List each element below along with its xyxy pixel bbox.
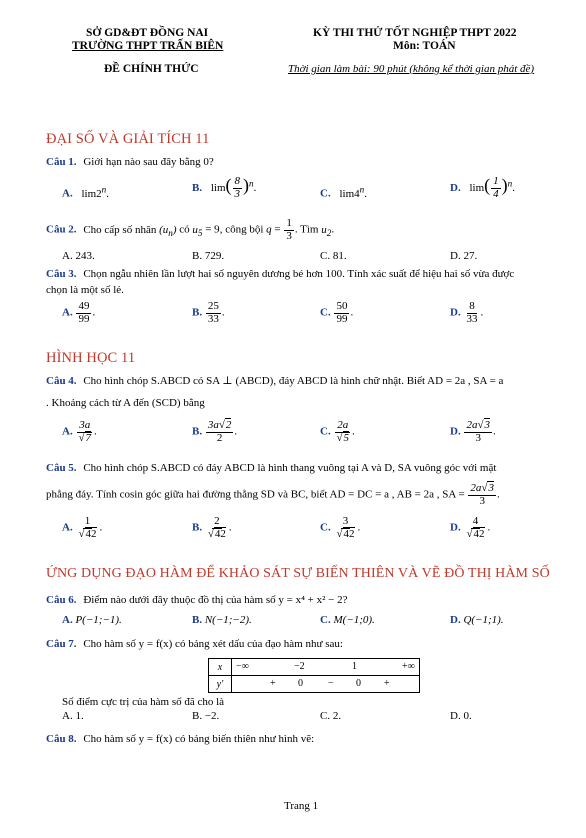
- question-5-cont: phẳng đáy. Tính cosin góc giữa hai đường thẳng SD và BC, biết AD = DC = a , AB = 2a , SA = $\frac{2a√3}{3}$ .: [46, 482, 500, 507]
- question-4: Câu 4. Cho hình chóp S.ABCD có SA ⊥ (ABCD), đáy ABCD là hình chữ nhật. Biết AD = 2a , SA = a: [46, 375, 504, 387]
- q6-option-b: B. N(−1;−2).: [192, 614, 252, 626]
- q4-option-c: C. $\frac{2a}{√5}$ .: [320, 419, 355, 444]
- q7-option-d: D. 0.: [450, 710, 472, 722]
- question-label: Câu 8.: [46, 733, 77, 745]
- option-label: C.: [320, 187, 331, 200]
- question-text: Giới hạn nào sau đây bằng 0?: [83, 156, 214, 168]
- question-label: Câu 7.: [46, 638, 77, 650]
- option-label: A.: [62, 187, 73, 200]
- section-title-2: HÌNH HỌC 11: [46, 350, 136, 366]
- school-name: TRƯỜNG THPT TRẤN BIÊN: [72, 40, 224, 52]
- q2-option-a: A. 243.: [62, 250, 95, 262]
- q5-option-b: B. $\frac{2}{√42}$ .: [192, 515, 232, 540]
- question-1: [46, 156, 214, 168]
- question-2: Câu 2. Cho cấp số nhân $(u_n)$ có $u_5 = 9$, công bội q = $\frac{1}{3}$ . Tìm $u_2$.: [46, 217, 335, 242]
- question-6: Câu 6. Điểm nào dưới đây thuộc đồ thị của hàm số y = x⁴ + x² − 2?: [46, 594, 348, 606]
- question-3: Câu 3. Chọn ngẫu nhiên lần lượt hai số nguyên dương bé hơn 100. Tính xác suất để hiệu hai số vừa được: [46, 268, 515, 280]
- sign-table-x-row: −∞ −2 1 +∞: [232, 659, 420, 676]
- q1-option-a: [62, 184, 109, 200]
- question-7: Câu 7. Cho hàm số y = f(x) có bảng xét dấu của đạo hàm như sau:: [46, 638, 343, 650]
- dept-name: SỞ GD&ĐT ĐỒNG NAI: [86, 27, 209, 39]
- section-title-3: ỨNG DỤNG ĐẠO HÀM ĐỂ KHẢO SÁT SỰ BIẾN THIÊN VÀ VẼ ĐỒ THỊ HÀM SỐ: [46, 566, 550, 581]
- sign-table-y-row: + 0 − 0 +: [232, 676, 420, 693]
- q2-option-b: B. 729.: [192, 250, 225, 262]
- q3-option-a: A. $\frac{49}{99}$ .: [62, 300, 96, 325]
- sign-table-y-header: y′: [209, 676, 232, 693]
- option-label: B.: [192, 182, 203, 194]
- sign-table-x-header: x: [209, 659, 232, 676]
- q4-option-b: B. $\frac{3a√2}{2}$ .: [192, 419, 238, 444]
- q7-option-c: C. 2.: [320, 710, 342, 722]
- q5-option-a: A. $\frac{1}{√42}$ .: [62, 515, 103, 540]
- q3-option-d: D. $\frac{8}{33}$ .: [450, 300, 484, 325]
- q6-option-d: D. Q(−1;1).: [450, 614, 504, 626]
- q2-option-d: D. 27.: [450, 250, 478, 262]
- sign-table: [208, 658, 420, 693]
- q5-option-c: C. $\frac{3}{√42}$ .: [320, 515, 361, 540]
- official-label: ĐỀ CHÍNH THỨC: [104, 63, 199, 75]
- q3-option-c: C. $\frac{50}{99}$ .: [320, 300, 354, 325]
- page-number: Trang 1: [284, 800, 319, 812]
- q5-option-d: D. $\frac{4}{√42}$ .: [450, 515, 491, 540]
- question-label: Câu 2.: [46, 223, 77, 236]
- exam-title: KỲ THI THỬ TỐT NGHIỆP THPT 2022: [313, 27, 517, 39]
- q6-option-a: A. P(−1;−1).: [62, 614, 122, 626]
- section-title-1: ĐẠI SỐ VÀ GIẢI TÍCH 11: [46, 131, 210, 147]
- q7-option-b: B. −2.: [192, 710, 220, 722]
- q7-option-a: A. 1.: [62, 710, 84, 722]
- q1-option-d: D. lim( $\frac{1}{4}$ )$^n$.: [450, 175, 515, 200]
- question-label: Câu 1.: [46, 156, 77, 168]
- question-label: Câu 6.: [46, 594, 77, 606]
- question-4-cont: . Khoảng cách từ A đến (SCD) bằng: [46, 397, 205, 409]
- subject-label: Môn: TOÁN: [393, 40, 456, 52]
- time-label: Thời gian làm bài: 90 phút (không kể thời gian phát đề): [288, 63, 535, 75]
- option-label: D.: [450, 182, 461, 194]
- q3-option-b: B. $\frac{25}{33}$ .: [192, 300, 225, 325]
- q4-option-a: A. $\frac{3a}{√7}$ .: [62, 419, 97, 444]
- question-5: Câu 5. Cho hình chóp S.ABCD có đáy ABCD là hình thang vuông tại A và D, SA vuông góc với mặt: [46, 462, 497, 474]
- q4-option-d: D. $\frac{2a√3}{3}$ .: [450, 419, 496, 444]
- option-value: lim2$^n$.: [81, 184, 109, 200]
- question-label: Câu 3.: [46, 268, 77, 280]
- q1-option-c: C. lim4$^n$.: [320, 184, 367, 200]
- question-7-cont: Số điểm cực trị của hàm số đã cho là: [62, 696, 225, 708]
- q2-option-c: C. 81.: [320, 250, 347, 262]
- question-8: Câu 8. Cho hàm số y = f(x) có bảng biến thiên như hình vẽ:: [46, 733, 315, 745]
- q6-option-c: C. M(−1;0).: [320, 614, 375, 626]
- q1-option-b: B. lim( $\frac{8}{3}$ )$^n$.: [192, 175, 257, 200]
- question-label: Câu 4.: [46, 375, 77, 387]
- question-label: Câu 5.: [46, 462, 77, 474]
- question-3-cont: chọn là một số lẻ.: [46, 284, 124, 296]
